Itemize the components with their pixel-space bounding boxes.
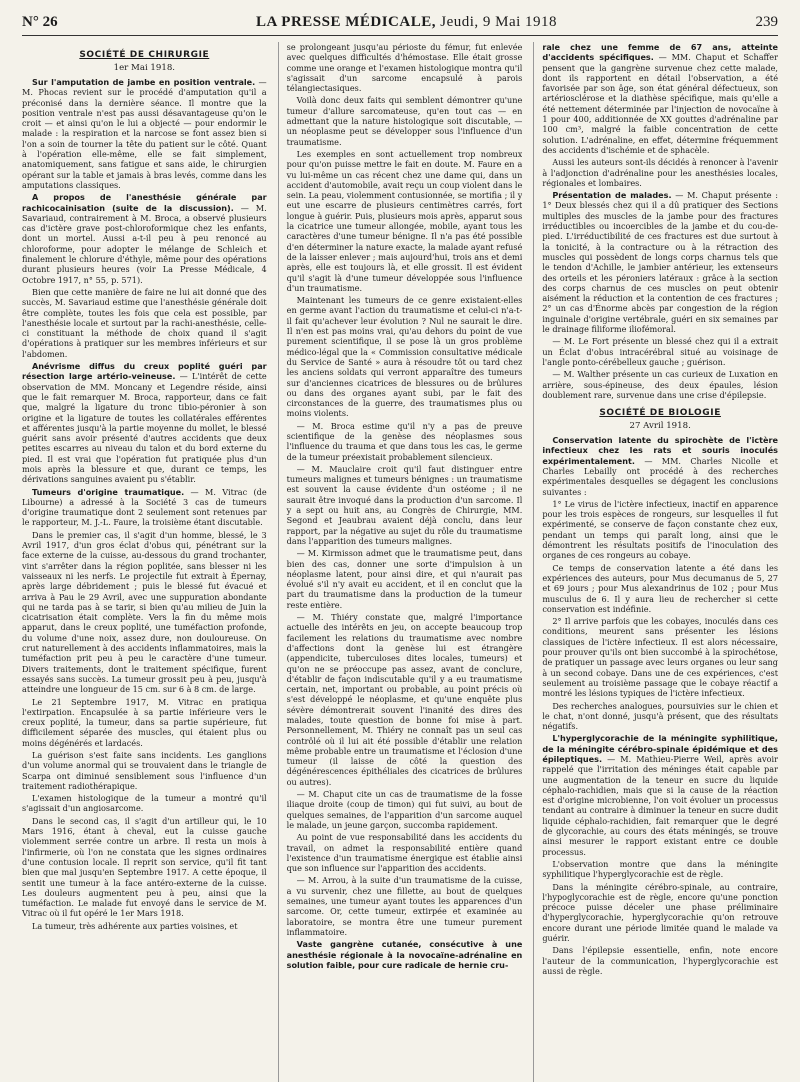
paragraph xyxy=(542,435,778,497)
paragraph xyxy=(542,336,778,367)
paragraph-text: — M. Vitrac (de Libourne) a adressé à la Société 3 cas de tumeurs d'origine traumatique dont 2 seulement sont retenues par le rapporteur, M. J.-L. Faure, la troisième étant discutable. xyxy=(22,486,267,528)
paragraph-text: Dans l'épilepsie essentielle, enfin, note encore l'auteur de la communication, l'hyperglycorachie est aussi de règle. xyxy=(542,945,778,976)
paragraph xyxy=(542,42,778,155)
paragraph xyxy=(287,42,523,93)
paragraph-text: Maintenant les tumeurs de ce genre existaient-elles en germe avant l'action du traumatisme et celui-ci n'a-t-il fait qu'achever leur évolution ? Nul ne saurait le dire. Il n'en est pas moins vrai, qu'au dehors du point de vue purement scientifique, il se pose là un gros problème médico-légal que la « Commission consultative médicale du Service de Santé » aura à résoudre tôt ou tard chez les anciens soldats qui verront apparaître des tumeurs sur d'anciennes cicatrices de blessures ou de brûlures ou dans des organes ayant subi, par le fait des circonstances de la guerre, des traumatismes plus ou moins violents. xyxy=(286,295,523,419)
section-title: SOCIÉTÉ DE CHIRURGIE xyxy=(79,50,210,60)
paragraph xyxy=(287,939,523,970)
paragraph xyxy=(287,464,523,546)
paragraph xyxy=(287,95,523,146)
paragraph-text: L'observation montre que dans la méningite syphilitique l'hyperglycorachie est de règle. xyxy=(542,858,778,880)
run-in-heading: L'hyperglycorachie de la méningite syphilitique, de la méningite cérébro-spinale épidémique et des épileptiques. xyxy=(542,733,778,764)
page-number: 239 xyxy=(755,14,778,30)
paragraph-text: Bien que cette manière de faire ne lui ait donné que des succès, M. Savariaud estime que l'anesthésie générale doit être complète, toutes les fois que cela est possible, par l'anesthésie locale et surtout par la rachi-anesthésie, celle-ci constituant la méthode de choix quand il s'agit d'opérations à pratiquer sur les membres inférieurs et sur l'abdomen. xyxy=(22,286,267,359)
text-columns xyxy=(22,42,778,1082)
paragraph-text: L'examen histologique de la tumeur a montré qu'il s'agissait d'un angiosarcome. xyxy=(22,793,267,814)
paragraph xyxy=(22,287,267,359)
run-in-heading: Tumeurs d'origine traumatique. xyxy=(32,486,185,497)
paragraph xyxy=(542,701,778,732)
paragraph xyxy=(542,563,778,614)
paragraph xyxy=(22,192,267,285)
paragraph-text: Dans la méningite cérébro-spinale, au contraire, l'hypoglycorachie est de règle, encore qu'une ponction précoce puisse déceler une phase préliminaire d'hyperglycorachie, hyperglycorachie qu'on retrouve encore durant une période limitée quand le malade va guérir. xyxy=(542,881,778,944)
paragraph xyxy=(542,616,778,698)
paragraph xyxy=(542,190,778,334)
masthead xyxy=(256,14,557,31)
paragraph-text: — M. Arrou, à la suite d'un traumatisme de la cuisse, a vu survenir, chez une fillette, au bout de quelques semaines, une tumeur ayant toutes les apparences d'un sarcome. Or, cette tumeur, extirpée et examinée au laboratoire, se montra être une tumeur purement inflammatoire. xyxy=(286,875,523,937)
paragraph-text: Dans le premier cas, il s'agit d'un homme, blessé, le 3 Avril 1917, d'un gros éclat d'obus qui, pénétrant sur la face externe de la cuisse, au-dessous du grand trochanter, vint s'arrêter dans la région poplitée, sans blesser ni les vaisseaux ni les nerfs. Le projectile fut extrait à Épernay, après large débridement ; puis le blessé fut évacué et arriva à Pau le 29 Avril, avec une suppuration abondante qui ne tarda pas à se tarir, si bien qu'au milieu de Juin la cicatrisation était complète. Vers la fin du même mois apparut, dans le creux poplité, une tuméfaction profonde, du volume d'une noix, assez dure, non douloureuse. On crut naturellement à des accidents inflammatoires, mais la tuméfaction prit peu à peu le caractère d'une tumeur. Divers traitements, dont le traitement spécifique, furent essayés sans succès. La tumeur grossit peu à peu, jusqu'à atteindre une longueur de 15 cm. sur 6 à 8 cm. de large. xyxy=(22,529,267,695)
run-in-heading: rale chez une femme de 67 ans, atteinte d'accidents spécifiques. xyxy=(542,42,778,63)
paragraph-text: Voilà donc deux faits qui semblent démontrer qu'une tumeur d'allure sarcomateuse, qu'en tout cas — en admettant que la nature histologique soit discutable, — un néoplasme peut se développer sous l'influence d'un traumatisme. xyxy=(286,95,523,147)
paragraph xyxy=(287,789,523,830)
paragraph-text: — M. Walther présente un cas curieux de Luxation en arrière, sous-épineuse, des deux épaules, lésion doublement rare, survenue dans une crise d'épilepsie. xyxy=(542,369,778,400)
paragraph-text: Au point de vue responsabilité dans les accidents du travail, on admet la responsabilité entière quand l'existence d'un traumatisme énergique est établie ainsi que son influence sur l'apparition des accidents. xyxy=(286,832,523,874)
paragraph xyxy=(287,875,523,937)
paragraph xyxy=(22,750,267,791)
paragraph-text: — M. Kirmisson admet que le traumatisme peut, dans bien des cas, donner une sorte d'impulsion à un néoplasme latent, pour ainsi dire, et qui n'aurait pas évolué s'il n'y avait eu accident, et il en conclut que la part du traumatisme dans la production de la tumeur reste entière. xyxy=(286,548,523,610)
issue-number: N° 26 xyxy=(22,14,58,30)
section-title: SOCIÉTÉ DE BIOLOGIE xyxy=(599,408,721,419)
paragraph-text: — M. Le Fort présente un blessé chez qui il a extrait un Éclat d'obus intracérébral situé au voisinage de l'angle ponto-cérébelleux gauche ; guérison. xyxy=(542,336,778,367)
paragraph-text: — M. Broca estime qu'il n'y a pas de preuve scientifique de la genèse des néoplasmes sous l'influence du trauma et que dans tous les cas, le germe de la tumeur préexistait probablement silencieux. xyxy=(286,420,523,462)
paragraph-text: — MM. Chaput et Schaffer pensent que la gangrène survenue chez cette malade, dont ils rapportent en détail l'observation, a été favorisée par son âge, son état général défectueux, son artériosclérose et la diathèse spécifique, mais qu'elle a été nettement déterminée par l'injection de novocaïne à 1 pour 400, additionnée de XX gouttes d'adrénaline par 100 cm³, malgré la faible concentration de cette solution. L'adrénaline, en effet, détermine fréquemment des accidents d'ischémie et de sphacèle. xyxy=(542,52,778,155)
paragraph-text: — M. Chaput présente : 1° Deux blessés chez qui il a dû pratiquer des Sections multiples des muscles de la jambe pour des fractures irréductibles ou incoercibles de la jambe et du cou-de-pied. L'irréductibilité de ces fractures est due surtout à la tonicité, à la contracture ou à la rétraction des muscles qui possèdent de longs corps charnus tels que le tendon d'Achille, le jambier antérieur, les extenseurs des orteils et les péroniers latéraux : grâce à la section des corps charnus de ces muscles on peut obtenir aisément la réduction et la contention de ces fractures ; 2° un cas d'Énorme abcès par congestion de la région inguinale d'origine vertébrale, guéri en six semaines par le drainage filiforme iliofémoral. xyxy=(542,190,778,335)
run-in-heading: Vaste gangrène cutanée, consécutive à une anesthésie régionale à la novocaïne-adrénaline en solution faible, pour cure radicale de hernie cru- xyxy=(286,939,523,970)
paragraph-text: Dans le second cas, il s'agit d'un artilleur qui, le 10 Mars 1916, étant à cheval, eut la cuisse gauche violemment serrée contre un arbre. Il resta un mois à l'infirmerie, où l'on ne constata que les signes ordinaires d'une contusion locale. Il reprit son service, qu'il fit tant bien que mal jusqu'en Septembre 1917. A cette époque, il sentit une tumeur à la face antéro-externe de la cuisse. Les douleurs augmentent peu à peu, ainsi que la tuméfaction. Le malade fut envoyé dans le service de M. Vitrac où il fut opéré le 1er Mars 1918. xyxy=(22,815,267,919)
paragraph xyxy=(542,499,778,561)
issue-date: Jeudi, 9 Mai 1918 xyxy=(440,14,558,30)
run-in-heading: A propos de l'anesthésie générale par rachicocainisation (suite de la discussion). xyxy=(22,192,267,213)
paragraph-text: Les exemples en sont actuellement trop nombreux pour qu'on puisse mettre le fait en doute. M. Faure en a vu lui-même un cas récent chez une dame qui, dans un accident d'automobile, avait reçu un coup violent dans le sein. La peau, violemment contusionnée, se mortifia ; il y eut une escarre de plusieurs centimètres carrés, fort longue à guérir. Puis, plusieurs mois après, apparut sous la cicatrice une tumeur allongée, mobile, ayant tous les caractères d'une tumeur bénigne. Il n'a pas été possible d'en déterminer la nature exacte, la malade ayant refusé de la laisser enlever ; mais aujourd'hui, trois ans et demi après, elle est toujours là, et elle grossit. Il est évident qu'il s'agit là d'une tumeur développée sous l'influence d'un traumatisme. xyxy=(286,148,523,293)
paragraph-text: La tumeur, très adhérente aux parties voisines, et xyxy=(32,920,238,931)
column-3-body-bottom xyxy=(542,435,778,976)
paragraph xyxy=(22,361,267,485)
paragraph xyxy=(22,793,267,814)
paragraph-text: — M. Chaput cite un cas de traumatisme de la fosse iliaque droite (coup de timon) qui fut suivi, au bout de quelques semaines, de l'apparition d'un sarcome auquel le malade, un jeune garçon, succomba rapidement. xyxy=(286,789,523,830)
paragraph xyxy=(542,369,778,400)
paragraph xyxy=(22,487,267,528)
paragraph-text: — M. Savariaud, contrairement à M. Broca, a observé plusieurs cas d'ictère grave post-chloroformique chez les enfants, dont un mortel. Aussi a-t-il peu à peu renoncé au chloroforme, pour adopter le mélange de Schleich et finalement le chlorure d'éthyle, même pour des opérations durant plusieurs heures (voir La Presse Médicale, 4 Octobre 1917, n° 55, p. 571). xyxy=(22,202,267,285)
paragraph xyxy=(22,816,267,919)
run-in-heading: Sur l'amputation de jambe en position ventrale. xyxy=(32,77,256,87)
run-in-heading: Conservation latente du spirochète de l'ictère infectieux chez les rats et souris inoculés expérimentalement. xyxy=(542,435,778,466)
column-3 xyxy=(533,42,778,1082)
paragraph xyxy=(287,548,523,610)
page-header xyxy=(22,14,778,36)
paragraph xyxy=(22,697,267,748)
paragraph-text: Des recherches analogues, poursuivies sur le chien et le chat, n'ont donné, jusqu'à présent, que des résultats négatifs. xyxy=(542,700,778,732)
section-date: 27 Avril 1918. xyxy=(629,421,691,432)
column-3-body-top xyxy=(542,42,778,400)
run-in-heading: Présentation de malades. xyxy=(552,190,672,201)
paragraph-text: 2° Il arrive parfois que les cobayes, inoculés dans ces conditions, meurent sans présenter les lésions classiques de l'ictère infectieux. Il est alors nécessaire, pour prouver qu'ils ont bien succombé à la spirochétose, de pratiquer un passage avec leurs organes ou leur sang à un second cobaye. Dans une de ces expériences, c'est seulement au troisième passage que le cobaye réactif a montré les lésions typiques de l'ictère infectieux. xyxy=(542,616,778,699)
paragraph xyxy=(542,157,778,188)
paragraph-text: — M. Thiéry constate que, malgré l'importance actuelle des intérêts en jeu, on accepte beaucoup trop facilement les relations du traumatisme avec nombre d'affections dont la genèse lui est étrangère (appendicite, tuberculoses dites locales, tumeurs) et qu'on ne se préoccupe pas assez, avant de conclure, d'établir de façon indiscutable qu'il y a eu traumatisme certain, net, important ou probable, au point précis où s'est développé le néoplasme, et qu'une enquête plus sévère démontrerait souvent l'inanité des dires des malades, toute question de bonne foi mise à part. Personnellement, M. Thiéry ne connaît pas un seul cas contrôlé où il lui ait été possible d'établir une relation même probable entre un traumatisme et l'éclosion d'une tumeur (il laisse de côté la question des dégénérescences épithéliales des cicatrices de brûlures ou autres). xyxy=(286,612,523,787)
column-2 xyxy=(278,42,523,1082)
paragraph-text: — M. Mauclaire croit qu'il faut distinguer entre tumeurs malignes et tumeurs bénignes : un traumatisme est souvent la cause évidente d'un ostéome ; il ne saurait être invoqué dans la production d'un sarcome. Il y a sept ou huit ans, au Congrès de Chirurgie, MM. Segond et Jeaubrau avaient déjà conclu, dans leur rapport, par la négative au sujet du rôle du traumatisme dans l'apparition des tumeurs malignes. xyxy=(286,463,523,546)
journal-title: LA PRESSE MÉDICALE, xyxy=(256,14,436,30)
paragraph xyxy=(542,859,778,880)
paragraph-text: Ce temps de conservation latente a été dans les expériences des auteurs, pour Mus decumanus de 5, 27 et 69 jours ; pour Mus alexandrinus de 102 ; pour Mus musculus de 6. Il y aura lieu de rechercher si cette conservation est indéfinie. xyxy=(542,562,778,614)
paragraph xyxy=(287,421,523,462)
paragraph xyxy=(287,295,523,419)
column-1-body xyxy=(22,77,267,931)
paragraph-text: — M. Mathieu-Pierre Weil, après avoir rappelé que l'irritation des méninges était capable par une augmentation de la teneur en sucre du liquide céphalo-rachidien, mais que si la cause de la réaction est d'origine microbienne, l'on voit évoluer un processus tendant au contraire à diminuer la teneur en sucre dudit liquide céphalo-rachidien, fait remarquer que le degré de glycorachie, au cours des états méningés, se trouve ainsi mesurer le rapport existant entre ce double processus. xyxy=(542,754,778,857)
paragraph-text: 1° Le virus de l'ictère infectieux, inactif en apparence pour les trois espèces de rongeurs, sur lesquelles il fut expérimenté, se conserve de façon constante chez eux, pendant un temps qui paraît long, ainsi que le démontrent les résultats positifs de l'inoculation des organes de ces rongeurs au cobaye. xyxy=(542,498,778,561)
paragraph xyxy=(22,77,267,190)
paragraph xyxy=(542,733,778,857)
paragraph xyxy=(542,945,778,976)
run-in-heading: Anévrisme diffus du creux poplité guéri par résection large artério-veineuse. xyxy=(22,361,267,382)
paragraph-text: Le 21 Septembre 1917, M. Vitrac en pratiqua l'extirpation. Encapsulée à sa partie inférieure vers le creux poplité, la tumeur, dans sa partie supérieure, fut difficilement séparée des muscles, qui étaient plus ou moins dégénérés et lardacés. xyxy=(22,696,267,748)
paragraph xyxy=(287,612,523,787)
paragraph-text: — L'intérêt de cette observation de MM. Moncany et Legendre réside, ainsi que le fait remarquer M. Broca, rapporteur, dans ce fait que, malgré la ligature du tronc tibio-péronier à son origine et la ligature de toutes les collatérales efférentes et afférentes jusqu'à la partie moyenne du mollet, le blessé guérit sans avoir présenté d'autres accidents que deux petites escarres au niveau du talon et du bord externe du pied. Il est vrai que l'opération fut pratiquée plus d'un mois après la blessure et que, durant ce temps, les dérivations sanguines avaient pu s'établir. xyxy=(22,371,267,485)
paragraph-text: — MM. Charles Nicolle et Charles Lebailly ont procédé à des recherches expérimentales desquelles se dégagent les conclusions suivantes : xyxy=(542,455,778,497)
paragraph-text: La guérison s'est faite sans incidents. Les ganglions d'un volume anormal qui se trouvaient dans le triangle de Scarpa ont diminué sensiblement sous l'influence d'un traitement radiothérapique. xyxy=(22,750,267,791)
paragraph-text: — M. Phocas revient sur le procédé d'amputation qu'il a préconisé dans la dernière séance. Il montre que la position ventrale n'est pas aussi désavantageuse qu'on le croit — et ainsi qu'on le lui a objecté — pour endormir le malade : la respiration et la narcose se font assez bien si l'on a soin de tourner la tête du patient sur le côté. Quant à l'opération elle-même, elle se fait simplement, anatomiquement, sans fatigue et sans aide, le chirurgien opérant sur la table et jamais à bras levés, comme dans les amputations classiques. xyxy=(22,77,267,190)
section-date: 1er Mai 1918. xyxy=(113,63,176,73)
paragraph xyxy=(542,882,778,944)
column-2-body xyxy=(287,42,523,970)
paragraph-text: Aussi les auteurs sont-ils décidés à renoncer à l'avenir à l'adjonction d'adrénaline pour les anesthésies locales, régionales et lombaires. xyxy=(542,157,778,188)
paragraph xyxy=(287,149,523,293)
paragraph xyxy=(22,921,267,931)
paragraph xyxy=(22,530,267,695)
paragraph-text: se prolongeant jusqu'au périoste du fémur, fut enlevée avec quelques difficultés d'hémostase. Elle était grosse comme une orange et l'examen histologique montra qu'il s'agissait d'un sarcome encapsulé à parois télangiectasiques. xyxy=(286,42,523,94)
column-1 xyxy=(22,42,267,1082)
paragraph xyxy=(287,832,523,873)
